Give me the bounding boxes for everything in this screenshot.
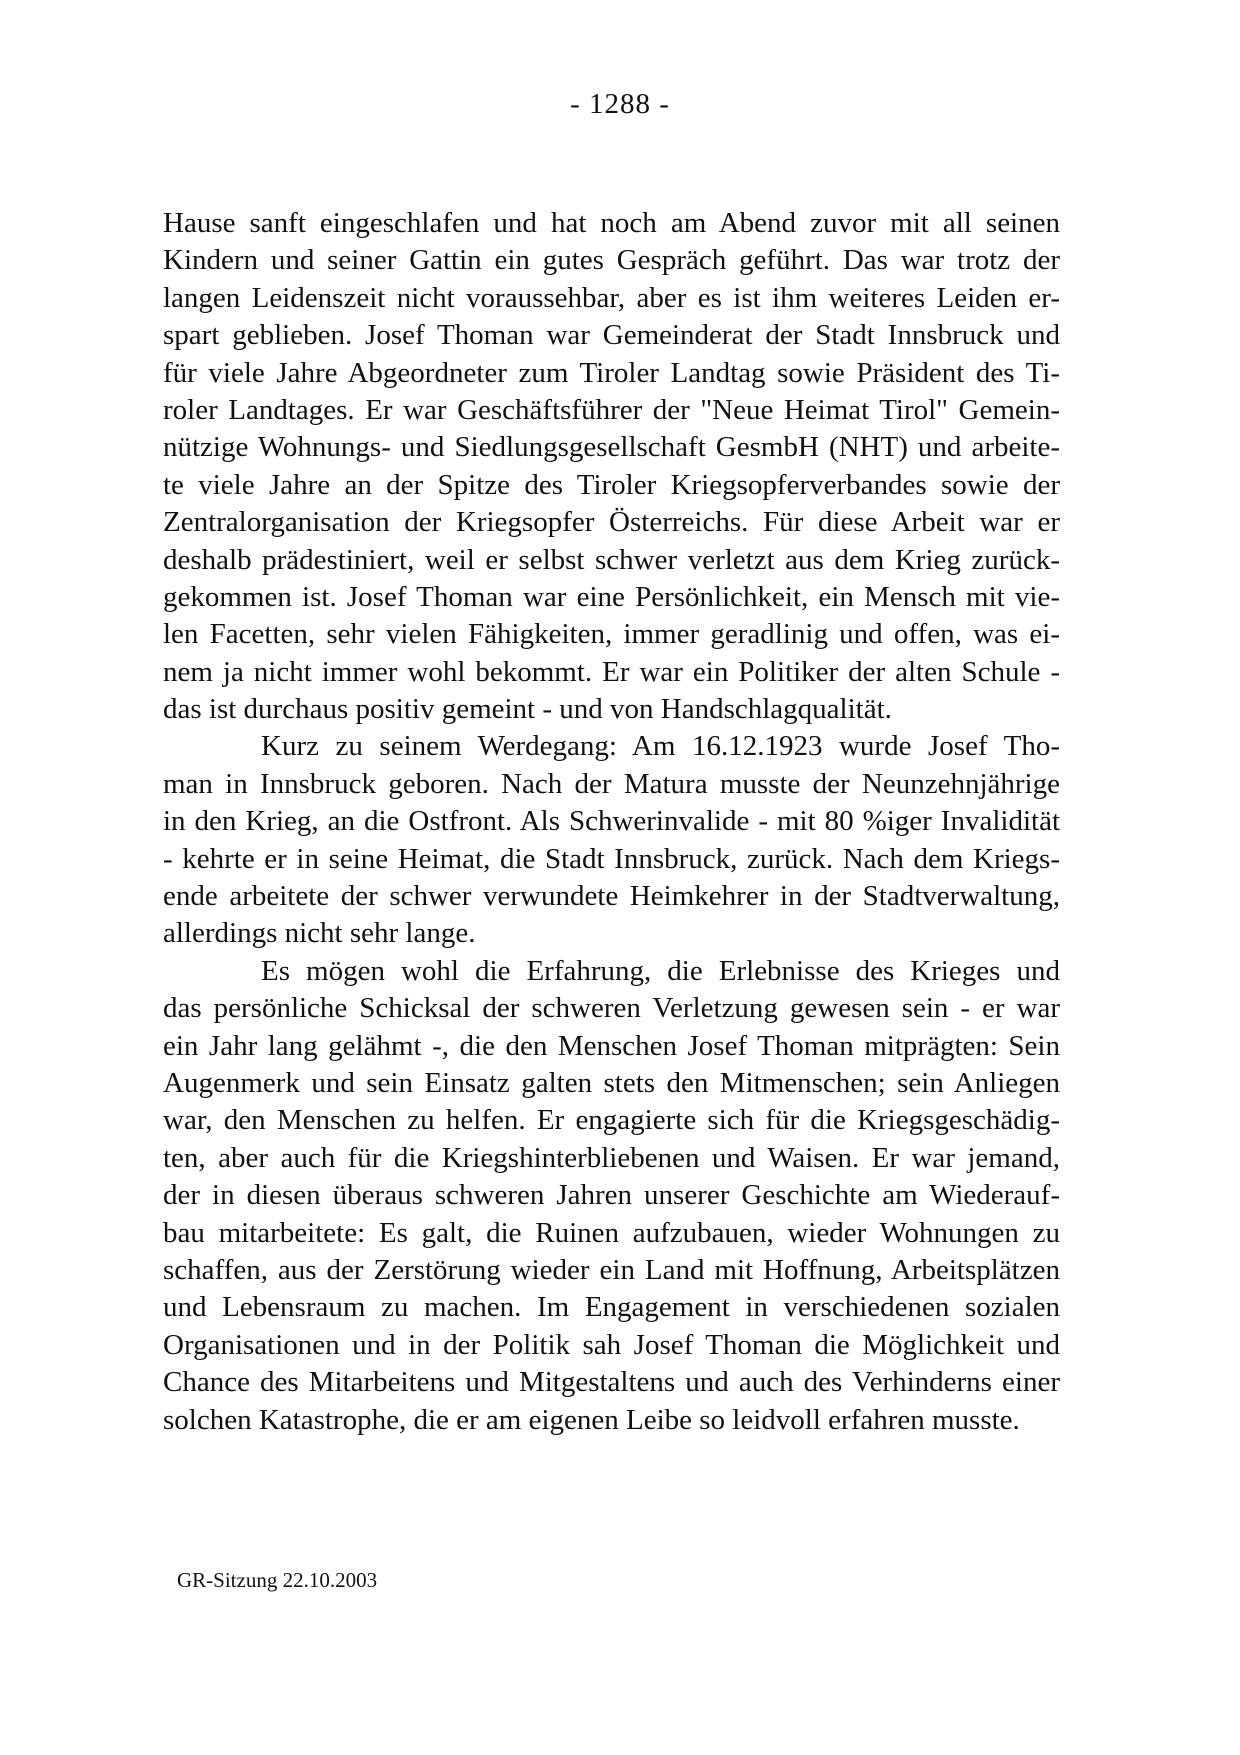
text-line: Es mögen wohl die Erfahrung, die Erlebnisse des Krieges und (261, 954, 1060, 987)
paragraph (163, 953, 1060, 1439)
text-line: der in diesen überaus schweren Jahren unserer Geschichte am Wiederauf- (163, 1179, 1060, 1212)
text-line: bau mitarbeitete: Es galt, die Ruinen aufzubauen, wieder Wohnungen zu (163, 1216, 1060, 1249)
text-line: langen Leidenszeit nicht voraussehbar, aber es ist ihm weiteres Leiden er- (163, 281, 1060, 314)
text-line: Augenmerk und sein Einsatz galten stets den Mitmenschen; sein Anliegen (163, 1066, 1060, 1099)
text-line: Kindern und seiner Gattin ein gutes Gespräch geführt. Das war trotz der (163, 244, 1060, 277)
text-line: war, den Menschen zu helfen. Er engagierte sich für die Kriegsgeschädig- (163, 1104, 1060, 1137)
text-line: man in Innsbruck geboren. Nach der Matura musste der Neunzehnjährige (163, 767, 1060, 800)
page-number: - 1288 - (570, 88, 670, 120)
text-line: Organisationen und in der Politik sah Josef Thoman die Möglichkeit und (163, 1328, 1060, 1361)
text-line: und Lebensraum zu machen. Im Engagement in verschiedenen sozialen (163, 1291, 1060, 1324)
text-line: - kehrte er in seine Heimat, die Stadt Innsbruck, zurück. Nach dem Kriegs- (163, 842, 1060, 875)
text-line: das persönliche Schicksal der schweren Verletzung gewesen sein - er war (163, 992, 1060, 1025)
text-line: Zentralorganisation der Kriegsopfer Österreichs. Für diese Arbeit war er (163, 506, 1060, 539)
text-line: Chance des Mitarbeitens und Mitgestaltens und auch des Verhinderns einer (163, 1366, 1060, 1399)
text-line: nem ja nicht immer wohl bekommt. Er war ein Politiker der alten Schule - (163, 655, 1060, 688)
text-line: roler Landtages. Er war Geschäftsführer der "Neue Heimat Tirol" Gemein- (163, 393, 1060, 426)
text-line: das ist durchaus positiv gemeint - und von Handschlagqualität. (163, 693, 892, 726)
footer-session-label: GR-Sitzung 22.10.2003 (177, 1568, 378, 1592)
text-line: Kurz zu seinem Werdegang: Am 16.12.1923 wurde Josef Tho- (261, 730, 1060, 763)
text-line: len Facetten, sehr vielen Fähigkeiten, immer geradlinig und offen, was ei- (163, 618, 1060, 651)
text-line: te viele Jahre an der Spitze des Tiroler Kriegsopferverbandes sowie der (163, 468, 1060, 501)
text-line: Hause sanft eingeschlafen und hat noch am Abend zuvor mit all seinen (163, 207, 1060, 239)
text-line: solchen Katastrophe, die er am eigenen Leibe so leidvoll erfahren musste. (163, 1403, 1020, 1436)
text-line: deshalb prädestiniert, weil er selbst schwer verletzt aus dem Krieg zurück- (163, 543, 1060, 576)
text-line: gekommen ist. Josef Thoman war eine Persönlichkeit, ein Mensch mit vie- (163, 580, 1060, 613)
text-line: allerdings nicht sehr lange. (163, 917, 476, 950)
text-line: spart geblieben. Josef Thoman war Gemeinderat der Stadt Innsbruck und (163, 319, 1060, 352)
text-line: nützige Wohnungs- und Siedlungsgesellschaft GesmbH (NHT) und arbeite- (163, 431, 1060, 464)
text-line: ten, aber auch für die Kriegshinterbliebenen und Waisen. Er war jemand, (163, 1141, 1060, 1174)
text-line: schaffen, aus der Zerstörung wieder ein Land mit Hoffnung, Arbeitsplätzen (163, 1253, 1060, 1286)
text-line: für viele Jahre Abgeordneter zum Tiroler Landtag sowie Präsident des Ti- (163, 356, 1060, 389)
paragraph (163, 205, 1060, 728)
text-line: in den Krieg, an die Ostfront. Als Schwerinvalide - mit 80 %iger Invalidität (163, 805, 1060, 838)
paragraph (163, 728, 1060, 952)
text-line: ende arbeitete der schwer verwundete Heimkehrer in der Stadtverwaltung, (163, 880, 1060, 913)
text-line: ein Jahr lang gelähmt -, die den Menschen Josef Thoman mitprägten: Sein (163, 1029, 1060, 1062)
body-text (163, 205, 1060, 1439)
